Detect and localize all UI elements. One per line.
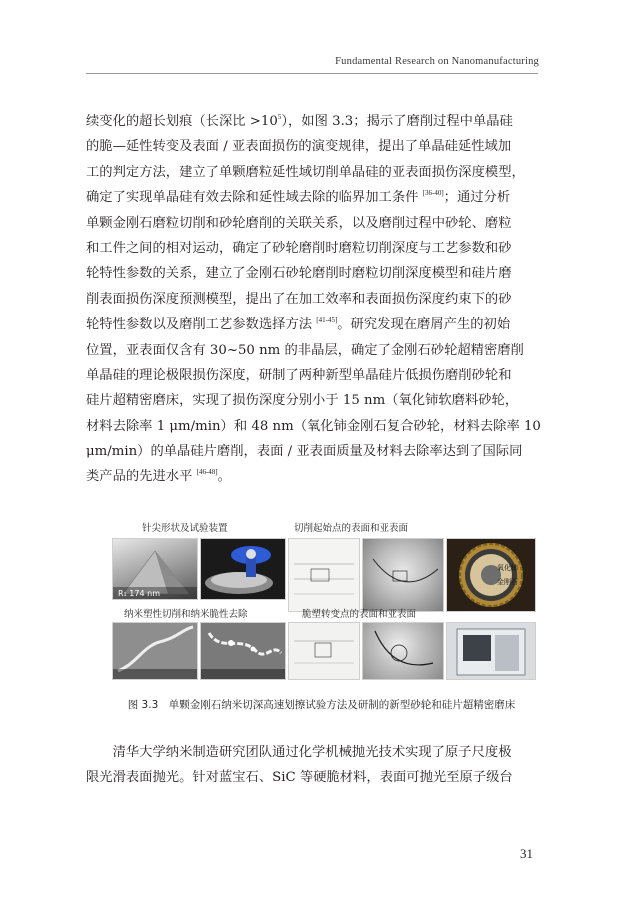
text-line <box>86 414 546 439</box>
text-segment: 和工件之间的相对运动，确定了砂轮磨削时磨粒切削深度与工艺参数和砂 <box>86 240 512 256</box>
text-segment: 清华大学纳米制造研究团队通过化学机械抛光技术实现了原子尺度极 <box>86 745 512 760</box>
text-segment: 轮特性参数以及磨削工艺参数选择方法 <box>86 317 317 333</box>
citation-superscript: [46-48] <box>196 468 218 477</box>
header-rule <box>86 73 538 74</box>
figure-label-nano-cut: 纳米塑性切削和纳米脆性去除 <box>124 609 248 620</box>
text-segment: 续变化的超长划痕（长深比 >10 <box>86 114 278 129</box>
running-header: Fundamental Research on Nanomanufacturing <box>335 56 539 67</box>
text-line <box>86 261 546 286</box>
citation-superscript: 5 <box>277 113 282 121</box>
body-paragraph-1 <box>86 109 546 490</box>
text-line <box>86 338 546 363</box>
text-line <box>86 765 546 790</box>
text-line <box>86 312 546 337</box>
figure-label-transition: 脆塑转变点的表面和亚表面 <box>302 609 417 620</box>
text-segment: 削表面损伤深度预测模型，提出了在加工效率和表面损伤深度约束下的砂 <box>86 291 512 307</box>
text-line <box>86 287 546 312</box>
text-segment: 限光滑表面抛光。针对蓝宝石、SiC 等硬脆材料，表面可抛光至原子级台 <box>86 770 513 786</box>
plastic-cut-sem <box>112 622 198 680</box>
figure-3-3 <box>112 520 536 680</box>
brittle-removal-sem <box>200 622 286 680</box>
cut-start-subsurface-tem <box>362 538 444 612</box>
transition-subsurface-tem <box>362 622 444 680</box>
text-segment: μm/min）的单晶硅片磨削，表面 / 亚表面质量及材料去除率达到了国际同 <box>86 444 523 460</box>
text-segment: 硅片超精密磨床，实现了损伤深度分别小于 15 nm（氧化铈软磨料砂轮， <box>86 393 519 409</box>
wheel-label-diamond: 金刚石 <box>497 578 518 586</box>
text-line <box>86 740 546 765</box>
page-number: 31 <box>520 846 533 861</box>
text-segment: 单颗金刚石磨粒切削和砂轮磨削的关联关系，以及磨削过程中砂轮、磨粒 <box>86 215 512 231</box>
text-segment: 工的判定方法，建立了单颗磨粒延性域切削单晶硅的亚表面损伤深度模型， <box>86 164 525 180</box>
figure-caption: 图 3.3 单颗金刚石纳米切深高速划擦试验方法及研制的新型砂轮和硅片超精密磨床 <box>127 699 516 711</box>
body-paragraph-2 <box>86 740 546 791</box>
text-segment: 单晶硅的理论极限损伤深度，研制了两种新型单晶硅片低损伤磨削砂轮和 <box>86 367 512 383</box>
text-segment: 的脆—延性转变及表面 / 亚表面损伤的演变规律，提出了单晶硅延性域加 <box>86 139 512 155</box>
text-segment: 材料去除率 1 μm/min）和 48 nm（氧化铈金刚石复合砂轮，材料去除率 10 <box>86 418 541 434</box>
grinder-machine-photo <box>446 622 536 680</box>
text-segment: ），如图 3.3；揭示了磨削过程中单晶硅 <box>281 114 513 129</box>
text-line <box>86 109 546 134</box>
wheel-label-ceria: 氧化铈 <box>497 564 518 572</box>
transition-surface-image <box>288 622 360 680</box>
test-device-photo <box>200 538 286 600</box>
text-line <box>86 236 546 261</box>
grinding-wheel-photo <box>446 538 536 612</box>
text-segment: 。研究发现在磨屑产生的初始 <box>337 317 511 333</box>
text-segment: 位置，亚表面仅含有 30~50 nm 的非晶层，确定了金刚石砂轮超精密磨削 <box>86 342 524 358</box>
text-line <box>86 185 546 210</box>
text-segment: 类产品的先进水平 <box>86 469 197 485</box>
text-segment: ；通过分析 <box>443 190 511 206</box>
text-segment: 轮特性参数的关系，建立了金刚石砂轮磨削时磨粒切削深度模型和硅片磨 <box>86 266 512 282</box>
figure-label-tip-setup: 针尖形状及试验装置 <box>142 523 228 534</box>
figure-label-cut-start: 切削起始点的表面和亚表面 <box>294 523 409 534</box>
text-line <box>86 439 546 464</box>
text-line <box>86 160 546 185</box>
tip-radius-label: R₁ 174 nm <box>118 589 160 598</box>
text-line <box>86 363 546 388</box>
citation-superscript: [36-40] <box>422 189 444 198</box>
text-line <box>86 134 546 159</box>
text-line <box>86 211 546 236</box>
text-line <box>86 388 546 413</box>
sem-tip-image <box>112 538 198 600</box>
text-segment: 确定了实现单晶硅有效去除和延性域去除的临界加工条件 <box>86 190 423 206</box>
text-line <box>86 464 546 489</box>
citation-superscript: [41-45] <box>316 316 338 325</box>
cut-start-surface-image <box>288 538 360 612</box>
text-segment: 。 <box>217 469 231 485</box>
